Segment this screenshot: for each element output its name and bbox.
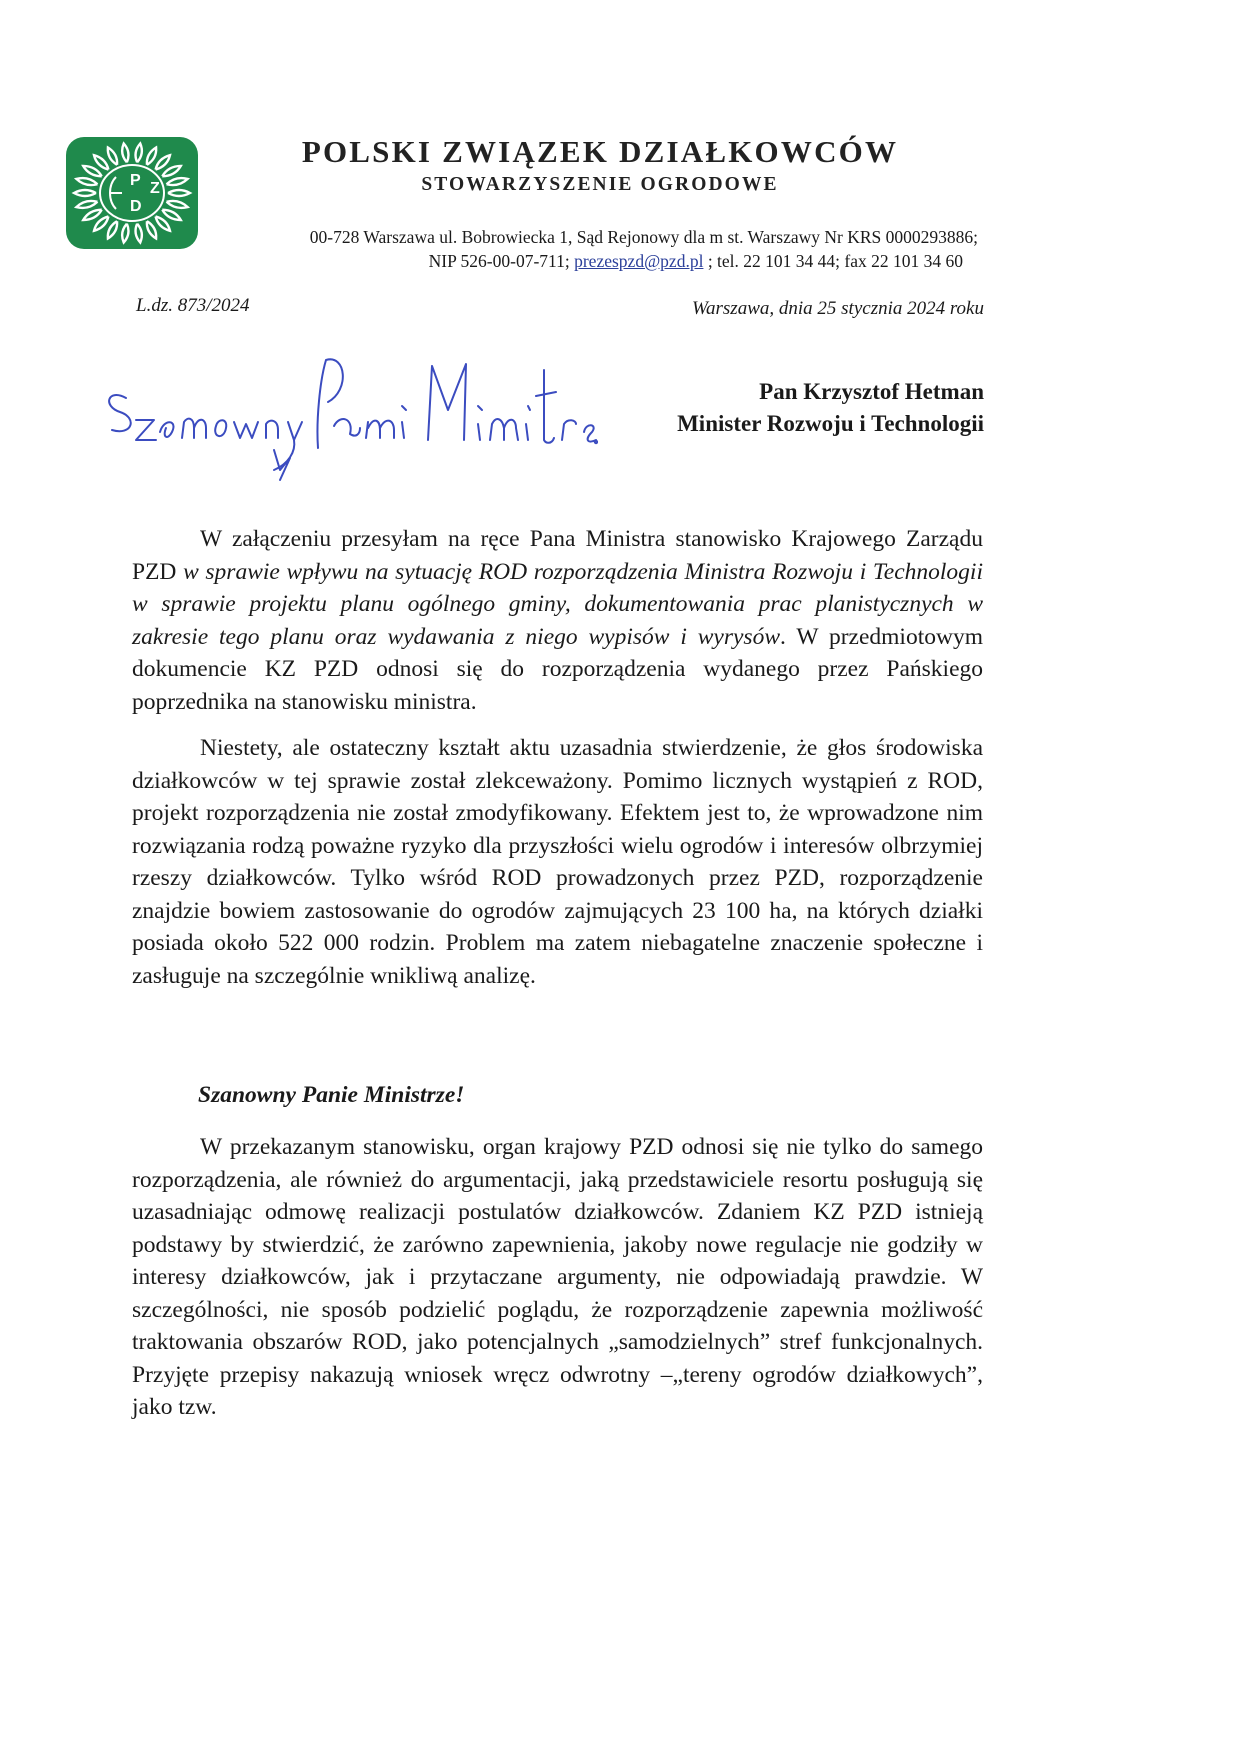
addressee-name: Pan Krzysztof Hetman xyxy=(759,379,984,404)
paragraph-3-text: W przekazanym stanowisku, organ krajowy PZD odnosi się nie tylko do samego rozporządzenia, ale również do argumentacji, jaką przedstawiciele resortu posługują się uzasadniając odmowę realizacji postulatów działkowców. Zdaniem KZ PZD istnieją podstawy by stwierdzić, że zarówno zapewnienia, jakoby nowe regulacje nie godziły w interesy działkowców, jak i przytaczane argumenty, nie odpowiadają prawdzie. W szczególności, nie sposób podzielić poglądu, że rozporządzenie zapewnia możliwość traktowania obszarów ROD, jako potencjalnych „samodzielnych” stref funkcjonalnych. Przyjęte przepisy nakazują wniosek wręcz odwrotny –„tereny ogrodów działkowych”, jako tzw. xyxy=(132,1134,983,1420)
logo-letter-p: P xyxy=(130,172,141,189)
reference-number: L.dz. 873/2024 xyxy=(136,295,250,316)
organization-name: POLSKI ZWIĄZEK DZIAŁKOWCÓW xyxy=(301,134,899,169)
paragraph-1-intro: W załączeniu przesyłam na ręce Pana Ministra stanowisko Krajowego Zarządu PZD xyxy=(132,526,983,585)
addressee-title: Minister Rozwoju i Technologii xyxy=(677,411,984,436)
logo-letter-d: D xyxy=(130,198,142,215)
paragraph-1 xyxy=(132,523,983,718)
address-line-1: 00-728 Warszawa ul. Bobrowiecka 1, Sąd Rejonowy dla m st. Warszawy Nr KRS 0000293886; xyxy=(309,227,978,247)
paragraph-1-rest: . W przedmiotowym dokumencie KZ PZD odnosi się do rozporządzenia wydanego przez Pańskiego poprzednika na stanowisku ministra. xyxy=(132,623,983,715)
addressee-block xyxy=(677,376,984,440)
paragraph-1-regulation-title: w sprawie wpływu na sytuację ROD rozporządzenia Ministra Rozwoju i Technologii w sprawie projektu planu ogólnego gminy, dokumentowania prac planistycznych w zakresie tego planu oraz wydawania z niego wypisów i wyrysów xyxy=(132,558,983,650)
organization-subtitle: STOWARZYSZENIE OGRODOWE xyxy=(421,174,779,195)
salutation: Szanowny Panie Ministrze! xyxy=(198,1082,465,1108)
paragraph-2 xyxy=(132,732,983,992)
address-line-2 xyxy=(429,251,963,272)
paragraph-3 xyxy=(132,1131,983,1424)
paragraph-2-text: Niestety, ale ostateczny kształt aktu uzasadnia stwierdzenie, że głos środowiska działkowców w tej sprawie został zlekceważony. Pomimo licznych wystąpień z ROD, projekt rozporządzenia nie został zmodyfikowany. Efektem jest to, że wprowadzone nim rozwiązania rodzą poważne ryzyko dla przyszłości wielu ogrodów i interesów olbrzymiej rzeszy działkowców. Tylko wśród ROD prowadzonych przez PZD, rozporządzenie znajdzie bowiem zastosowanie do ogrodów zajmujących 23 100 ha, na których działki posiada około 522 000 rodzin. Problem ma zatem niebagatelne znaczenie społeczne i zasługuje na szczególnie wnikliwą analizę. xyxy=(132,735,983,989)
nip-text: NIP 526-00-07-711; xyxy=(428,251,575,271)
logo-letter-z: Z xyxy=(150,180,160,197)
place-date: Warszawa, dnia 25 stycznia 2024 roku xyxy=(691,298,984,319)
phone-fax-text: ; tel. 22 101 34 44; fax 22 101 34 60 xyxy=(703,251,963,271)
handwritten-greeting xyxy=(98,340,598,490)
email-link[interactable]: prezespzd@pzd.pl xyxy=(574,251,704,271)
pzd-logo xyxy=(64,135,200,251)
